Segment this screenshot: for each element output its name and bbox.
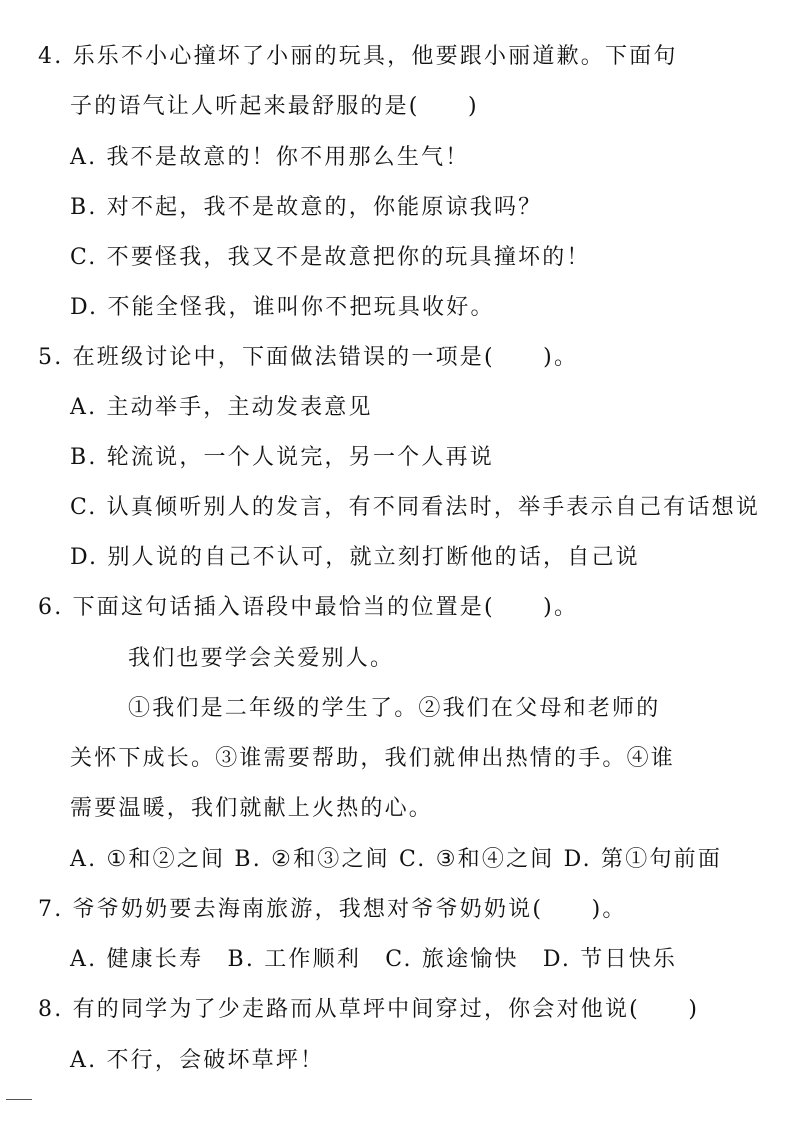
question-4-option-c: C. 不要怪我，我又不是故意把你的玩具撞坏的！ — [70, 245, 591, 270]
question-5-option-b: B. 轮流说，一个人说完，另一个人再说 — [70, 445, 494, 470]
question-5-option-d: D. 别人说的自己不认可，就立刻打断他的话，自己说 — [70, 545, 640, 570]
question-4-option-a: A. 我不是故意的！你不用那么生气！ — [70, 145, 470, 170]
question-6-paragraph-line-3: 需要温暖，我们就献上火热的心。 — [70, 796, 434, 821]
question-4-option-b: B. 对不起，我不是故意的，你能原谅我吗？ — [70, 195, 543, 220]
question-5-option-a: A. 主动举手，主动发表意见 — [70, 395, 373, 420]
question-7-text: 7. 爷爷奶奶要去海南旅游，我想对爷爷奶奶说( )。 — [38, 897, 627, 922]
question-4-text-continued: 子的语气让人听起来最舒服的是( ) — [70, 94, 479, 119]
footer-divider — [6, 1099, 32, 1100]
question-6-text: 6. 下面这句话插入语段中最恰当的位置是( )。 — [38, 595, 579, 620]
question-4-option-d: D. 不能全怪我，谁叫你不把玩具收好。 — [70, 295, 495, 320]
question-6-paragraph-line-1: ①我们是二年级的学生了。②我们在父母和老师的 — [128, 696, 661, 721]
question-7-options: A. 健康长寿 B. 工作顺利 C. 旅途愉快 D. 节日快乐 — [70, 947, 678, 972]
question-4-text: 4. 乐乐不小心撞坏了小丽的玩具，他要跟小丽道歉。下面句 — [38, 44, 678, 69]
question-5-option-c: C. 认真倾听别人的发言，有不同看法时，举手表示自己有话想说 — [70, 495, 761, 520]
question-6-options: A. ①和②之间 B. ②和③之间 C. ③和④之间 D. 第①句前面 — [70, 847, 723, 872]
question-8-option-a: A. 不行，会破坏草坪！ — [70, 1048, 325, 1073]
question-5-text: 5. 在班级讨论中，下面做法错误的一项是( )。 — [38, 345, 579, 370]
question-8-text: 8. 有的同学为了少走路而从草坪中间穿过，你会对他说( ) — [38, 997, 700, 1022]
question-6-sentence: 我们也要学会关爱别人。 — [128, 646, 395, 671]
question-6-paragraph-line-2: 关怀下成长。③谁需要帮助，我们就伸出热情的手。④谁 — [70, 746, 676, 771]
